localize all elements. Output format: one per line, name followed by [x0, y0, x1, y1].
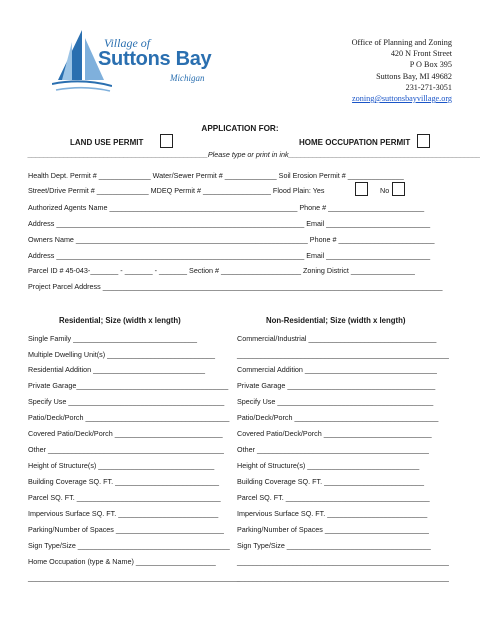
nonresidential-field[interactable]: Specify Use _______________________________________	[237, 397, 434, 406]
agent-name-row[interactable]: Authorized Agents Name _______________________________________________ Phone # ________________________	[28, 203, 425, 212]
nonresidential-field[interactable]: _____________________________________________________	[237, 573, 449, 582]
nonresidential-field[interactable]: _____________________________________________________	[237, 557, 449, 566]
nonresidential-field[interactable]: Height of Structure(s) ____________________________	[237, 461, 420, 470]
residential-field[interactable]: Sign Type/Size ______________________________________	[28, 541, 230, 550]
nonresidential-header: Non-Residential; Size (width x length)	[266, 316, 406, 325]
flood-plain-yes-checkbox[interactable]	[355, 182, 368, 196]
street-mdeq-row[interactable]: Street/Drive Permit # _____________ MDEQ Permit # _________________ Flood Plain: Yes	[28, 186, 325, 195]
land-use-permit-checkbox[interactable]	[160, 134, 173, 148]
residential-field[interactable]: Residential Addition ____________________________	[28, 365, 206, 374]
nonresidential-field[interactable]: Impervious Surface SQ. FT. _________________________	[237, 509, 428, 518]
nonresidential-field[interactable]: Covered Patio/Deck/Porch ___________________________	[237, 429, 432, 438]
logo-state-text: Michigan	[170, 73, 205, 83]
residential-field[interactable]: Other ____________________________________________	[28, 445, 224, 454]
nonresidential-field[interactable]: Sign Type/Size ____________________________________	[237, 541, 431, 550]
owner-name-row[interactable]: Owners Name __________________________________________________________ Phone # ________________________	[28, 235, 435, 244]
nonresidential-field[interactable]: Commercial Addition _________________________________	[237, 365, 437, 374]
parcel-id-row[interactable]: Parcel ID # 45-043-_______ - _______ - _______ Section # ____________________ Zoning District ________________	[28, 266, 415, 275]
residential-field[interactable]: Building Coverage SQ. FT. __________________________	[28, 477, 220, 486]
office-line: 420 N Front Street	[390, 49, 452, 59]
project-address-row[interactable]: Project Parcel Address _____________________________________________________________________________________	[28, 282, 443, 291]
flood-plain-no-label: No	[380, 186, 390, 195]
residential-header: Residential; Size (width x length)	[59, 316, 181, 325]
residential-field[interactable]: Impervious Surface SQ. FT. _________________________	[28, 509, 219, 518]
agent-address-row[interactable]: Address ______________________________________________________________ Email __________________________	[28, 219, 431, 228]
residential-field[interactable]: Parking/Number of Spaces ___________________________	[28, 525, 224, 534]
residential-field[interactable]: Single Family _______________________________	[28, 334, 198, 343]
residential-field[interactable]: Parcel SQ. FT. ____________________________________	[28, 493, 221, 502]
office-line: Office of Planning and Zoning	[351, 38, 452, 47]
office-line: 231-271-3051	[405, 82, 452, 92]
office-email-link[interactable]: zoning@suttonsbayvillage.org	[352, 94, 452, 104]
form-title: APPLICATION FOR:	[201, 124, 279, 133]
home-occupation-permit-label: HOME OCCUPATION PERMIT	[299, 138, 411, 147]
nonresidential-field[interactable]: Building Coverage SQ. FT. _________________________	[237, 477, 425, 486]
nonresidential-field[interactable]: Private Garage _____________________________________	[237, 381, 436, 390]
home-occupation-field[interactable]: Home Occupation (type & Name) ____________________	[28, 557, 216, 566]
logo-name-text: Suttons Bay	[98, 48, 212, 70]
nonresidential-field[interactable]: Parcel SQ. FT. ____________________________________	[237, 493, 430, 502]
office-line: Suttons Bay, MI 49682	[376, 71, 452, 81]
office-line: P O Box 395	[409, 60, 452, 70]
office-address	[352, 37, 452, 104]
owner-address-row[interactable]: Address ______________________________________________________________ Email __________________________	[28, 251, 431, 260]
residential-field[interactable]: Patio/Deck/Porch ____________________________________	[28, 413, 230, 422]
residential-field[interactable]: Specify Use _______________________________________	[28, 397, 225, 406]
nonresidential-field[interactable]: Commercial/Industrial ________________________________	[237, 334, 437, 343]
logo-village-text: Village of	[104, 36, 151, 50]
nonresidential-field[interactable]: Parking/Number of Spaces __________________________	[237, 525, 429, 534]
print-instruction: _____________________________________________Please type or print in ink________________________________________________	[28, 150, 480, 159]
land-use-permit-label: LAND USE PERMIT	[70, 138, 144, 147]
permit-numbers-row[interactable]: Health Dept. Permit # _____________ Water/Sewer Permit # _____________ Soil Erosion Permit # ______________	[28, 171, 404, 180]
residential-field[interactable]: Height of Structure(s) _____________________________	[28, 461, 215, 470]
nonresidential-field[interactable]: Patio/Deck/Porch ____________________________________	[237, 413, 439, 422]
flood-plain-no-checkbox[interactable]	[392, 182, 405, 196]
residential-field[interactable]: Multiple Dwelling Unit(s) ___________________________	[28, 350, 216, 359]
village-logo	[52, 28, 212, 100]
home-occupation-permit-checkbox[interactable]	[417, 134, 430, 148]
residential-field[interactable]: Private Garage______________________________________	[28, 381, 229, 390]
nonresidential-field[interactable]: _____________________________________________________	[237, 350, 449, 359]
residential-field[interactable]: _____________________________________________________	[28, 573, 240, 582]
nonresidential-field[interactable]: Other ___________________________________________	[237, 445, 429, 454]
residential-field[interactable]: Covered Patio/Deck/Porch ___________________________	[28, 429, 223, 438]
